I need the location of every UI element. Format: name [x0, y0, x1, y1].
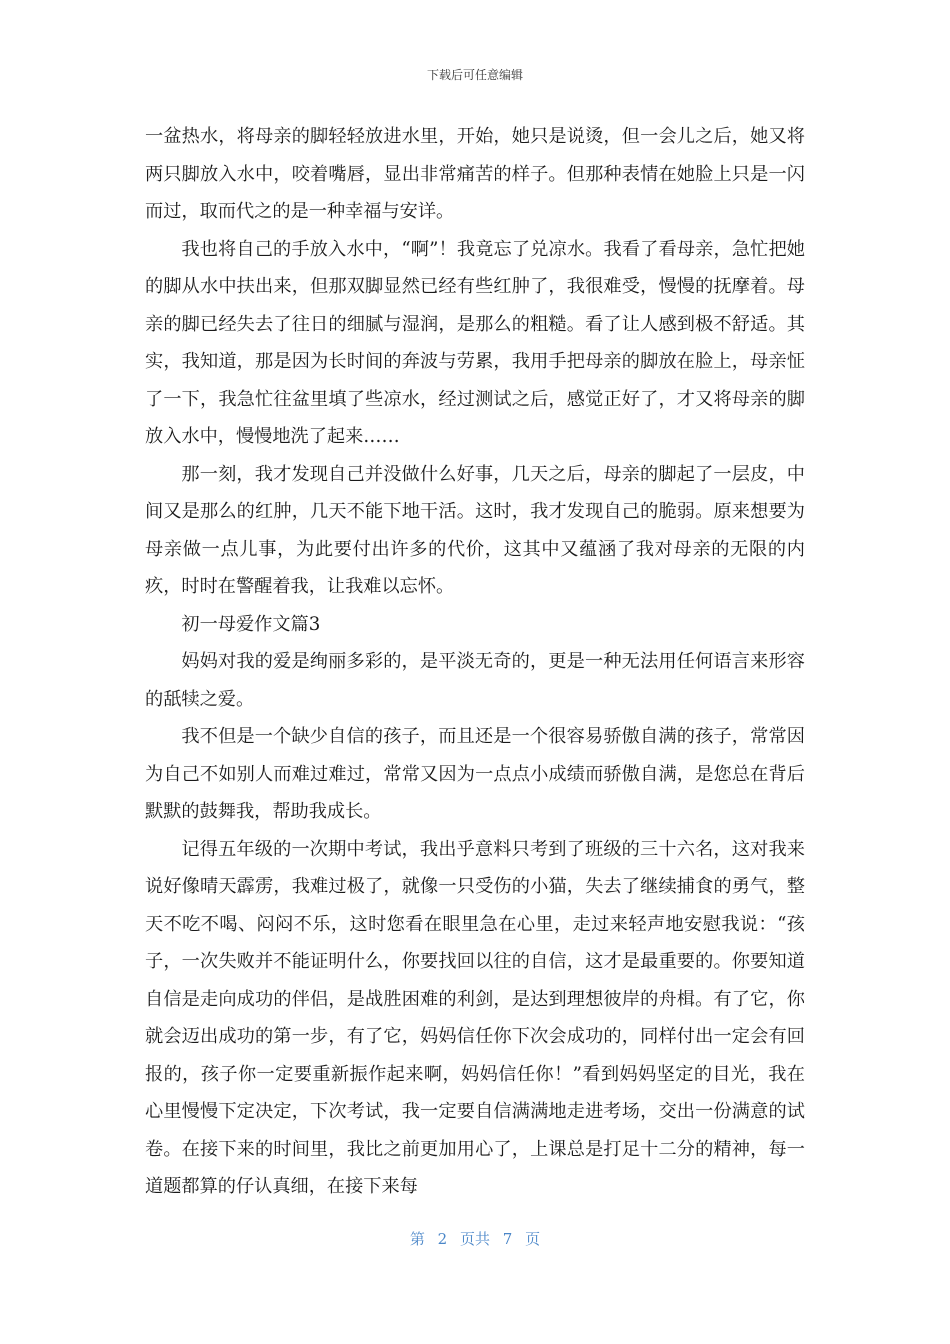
paragraph: 一盆热水，将母亲的脚轻轻放进水里，开始，她只是说烫，但一会儿之后，她又将两只脚放入水中，咬着嘴唇，显出非常痛苦的样子。但那种表情在她脸上只是一闪而过，取而代之的是一种幸福与安详。: [145, 126, 805, 222]
page-number: 第 2 页共 7 页: [409, 1230, 541, 1248]
section-heading: 初一母爱作文篇3: [181, 613, 321, 635]
page-header: 下载后可任意编辑: [426, 68, 523, 82]
paragraph: 记得五年级的一次期中考试，我出乎意料只考到了班级的三十六名，这对我来说好像晴天霹雳，我难过极了，就像一只受伤的小猫，失去了继续捕食的勇气，整天不吃不喝、闷闷不乐，这时您看在眼里急在心里，走过来轻声地安慰我说：“孩子，一次失败并不能证明什么，你要找回以往的自信，这才是最重要的。你要知道自信是走向成功的伴侣，是战胜困难的利剑，是达到理想彼岸的舟楫。有了它，你就会迈出成功的第一步，有了它，妈妈信任你下次会成功的，同样付出一定会有回报的，孩子你一定要重新振作起来啊，妈妈信任你！”看到妈妈坚定的目光，我在心里慢慢下定决定，下次考试，我一定要自信满满地走进考场，交出一份满意的试卷。在接下来的时间里，我比之前更加用心了，上课总是打足十二分的精神，每一道题都算的仔认真细，在接下来每: [145, 838, 805, 1197]
document-body: [145, 118, 805, 1206]
paragraph: 我也将自己的手放入水中，“啊”！我竟忘了兑凉水。我看了看母亲，急忙把她的脚从水中扶出来，但那双脚显然已经有些红肿了，我很难受，慢慢的抚摩着。母亲的脚已经失去了往日的细腻与湿润，是那么的粗糙。看了让人感到极不舒适。其实，我知道，那是因为长时间的奔波与劳累，我用手把母亲的脚放在脸上，母亲怔了一下，我急忙往盆里填了些凉水，经过测试之后，感觉正好了，才又将母亲的脚放入水中，慢慢地洗了起来……: [145, 238, 805, 447]
paragraph: 妈妈对我的爱是绚丽多彩的，是平淡无奇的，更是一种无法用任何语言来形容的舐犊之爱。: [145, 651, 805, 710]
paragraph: 我不但是一个缺少自信的孩子，而且还是一个很容易骄傲自满的孩子，常常因为自己不如别人而难过难过，常常又因为一点点小成绩而骄傲自满，是您总在背后默默的鼓舞我，帮助我成长。: [145, 726, 805, 822]
paragraph: 那一刻，我才发现自己并没做什么好事，几天之后，母亲的脚起了一层皮，中间又是那么的红肿，几天不能下地干活。这时，我才发现自己的脆弱。原来想要为母亲做一点儿事，为此要付出许多的代价，这其中又蕴涵了我对母亲的无限的内疚，时时在警醒着我，让我难以忘怀。: [145, 463, 805, 597]
